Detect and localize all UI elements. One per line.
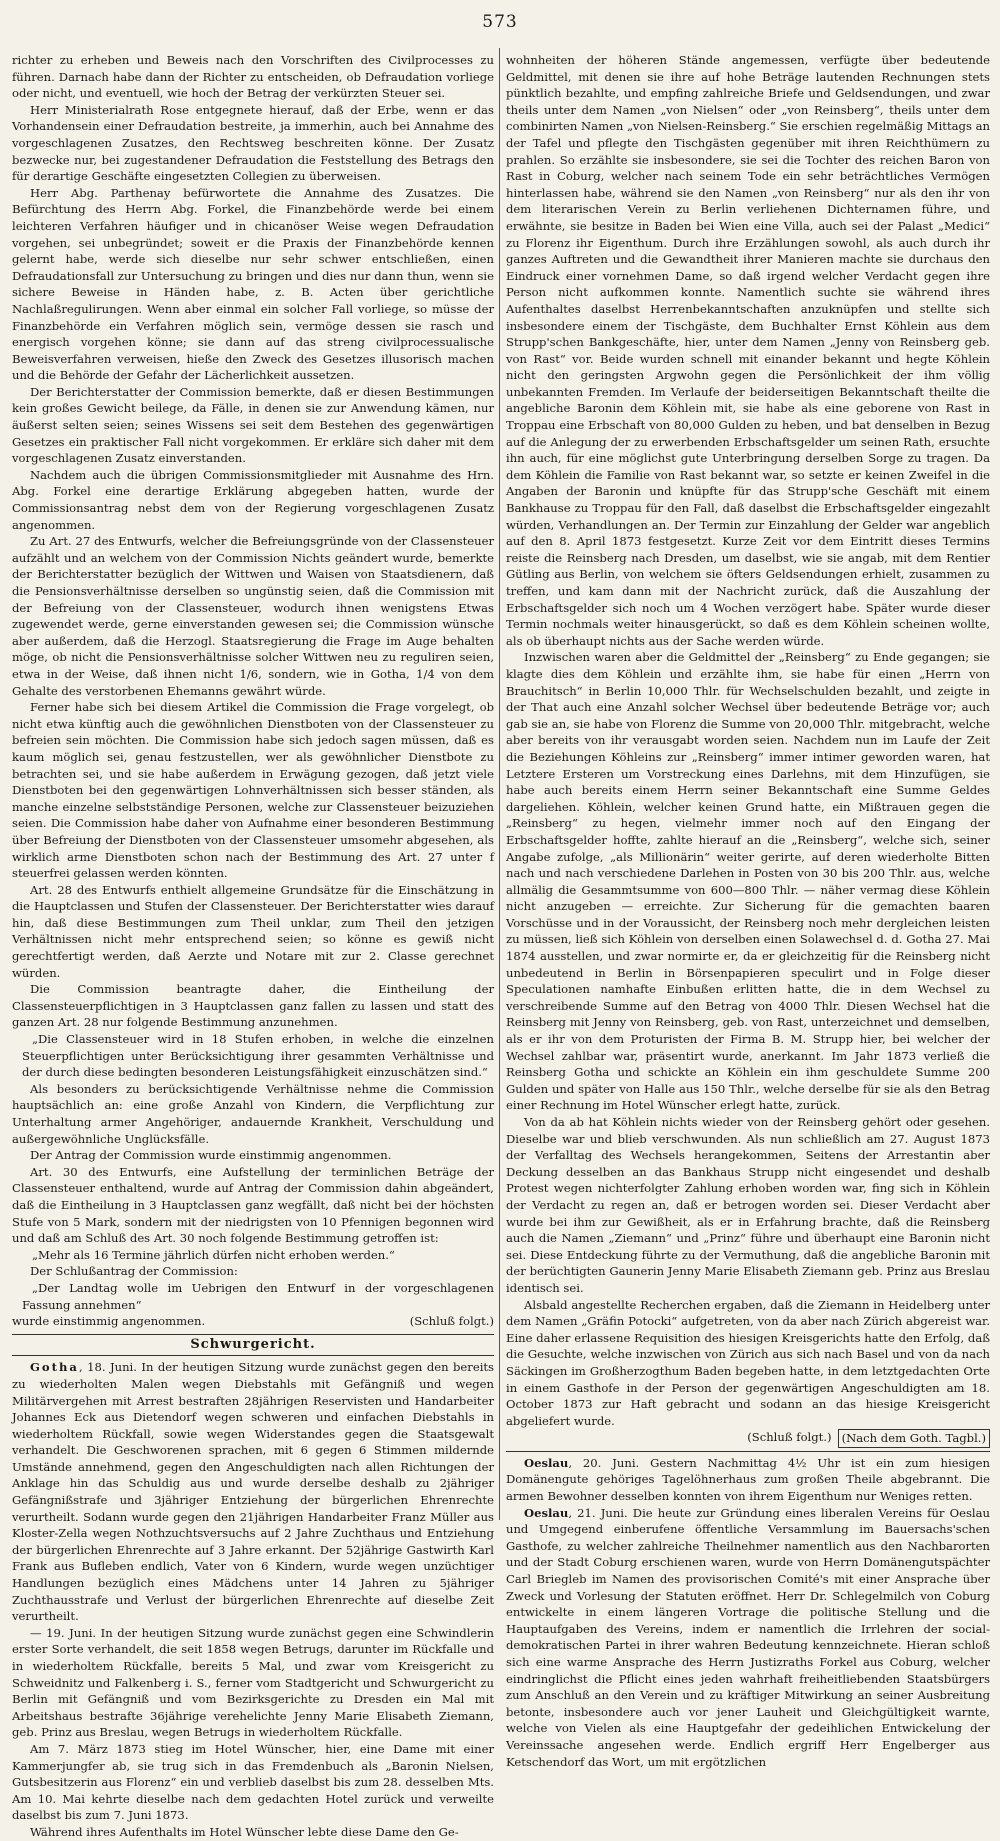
paragraph: — 19. Juni. In der heutigen Sitzung wurde zunächst gegen eine Schwindlerin erster Sorte verhandelt, die seit 1858 wegen Betrugs, darunter im Rückfalle und in wiederholtem Rückfalle, bereits 5 Mal, und zwar vom Kreisgericht zu Schweidnitz und Falkenberg i. S., ferner vom Stadtgericht und Schwurgericht zu Berlin mit Gefängniß und vom Bezirksgerichte zu Dresden ein Mal mit Arbeitshaus bestrafte 36jährige verehelichte Jenny Marie Elisabeth Ziemann, geb. Prinz aus Breslau, wegen Betrugs in wiederholtem Rückfalle. bbox=[12, 1625, 494, 1740]
court-report bbox=[12, 1359, 494, 1625]
quoted-provision: „Die Classensteuer wird in 18 Stufen erhoben, in welche die einzelnen Steuerpflichtigen unter Berücksichtigung ihrer gesammten Verhältnisse und der durch diese bedingten besonderen Leistungsfähigkeit einzuschätzen sind.“ bbox=[22, 1032, 494, 1080]
left-column bbox=[12, 52, 494, 1841]
paragraph: Herr Abg. Parthenay befürwortete die Annahme des Zusatzes. Die Befürchtung des Herrn Abg. Forkel, die Finanzbehörde werde bei einem leichteren Verfahren häufiger und in chicanöser Weise wegen Defraudation vorgehen, sei unbegründet; soweit er die Praxis der Finanzbehörde kennen gelernt habe, werde sich dieselbe nur sehr schwer entschließen, einen Defraudationsfall zur Untersuchung zu bringen und dies nur dann thun, wenn sie sichere Beweise in Händen habe, z. B. Acten über gerichtliche Nachlaßregulirungen. Wenn aber einmal ein solcher Fall vorliege, so müsse der Finanzbehörde ein Verfahren möglich sein, vermöge dessen sie rasch und energisch vorgehen könne; sie dann auf das streng civilprocessualische Beweisverfahren verweisen, hieße den Zweck des Gesetzes illusorisch machen und die Behörde der Gefahr der Lächerlichkeit aussetzen. bbox=[12, 185, 494, 383]
column-divider bbox=[499, 48, 500, 1520]
paragraph: Inzwischen waren aber die Geldmittel der „Reinsberg“ zu Ende gegangen; sie klagte dies dem Köhlein und erzählte ihm, sie habe für einen „Herrn von Brauchitsch“ in Berlin 10,000 Thlr. für Wechselschulden bezahlt, und zeigte in der That auch eine Anzahl solcher Wechsel über bedeutende Beträge vor; auch gab sie an, sie habe von Florenz die Summe von 20,000 Thlr. mitgebracht, welche aber bereits von ihr verausgabt worden seien. Nachdem nun im Laufe der Zeit die Beziehungen Köhleins zur „Reinsberg“ immer intimer geworden waren, hat Letztere Ersteren um Vorstreckung eines Darlehns, mit dem Hinzufügen, sie habe auch bereits einem Herrn seiner Bekanntschaft eine Summe Geldes dargeliehen. Köhlein, welcher keinen Grund hatte, ein Mißtrauen gegen die „Reinsberg“ zu hegen, vielmehr immer noch auf den Eingang der Erbschaftsgelder hoffte, zahlte hierauf an die „Reinsberg“, welche sich, seiner Angabe zufolge, „als Millionärin“ weiter gerirte, auf deren wiederholte Bitten nach und nach verschiedene Darlehen in Posten von 30 bis 200 Thlr. aus, welche allmälig die Gesammtsumme von 600—800 Thlr. — näher vermag diese Köhlein nicht anzugeben — erreichte. Zur Sicherung für die gemachten baaren Vorschüsse und in der Voraussicht, der Reinsberg noch mehr dergleichen leisten zu müssen, ließ sich Köhlein von derselben einen Solawechsel d. d. Gotha 27. Mai 1874 ausstellen, und zwar normirte er, da er gleichzeitig für die Reinsberg nicht unbedeutend in Berlin in Börsenpapieren speculirt und in Folge dieser Speculationen namhafte Einbußen erlitten hatte, die in dem Wechsel zu verschreibende Summe auf den Betrag von 4000 Thlr. Diesen Wechsel hat die Reinsberg mit Jenny von Reinsberg, geb. von Rast, unterzeichnet und demselben, als er ihr von dem Proturisten der Firma B. M. Strupp hier, bei welcher der Wechsel zahlbar war, präsentirt wurde, anerkannt. Im Jahr 1873 verließ die Reinsberg Gotha und schickte an Köhlein ein ihm geschuldete Summe 200 Gulden und später von Halle aus 150 Thlr., welche derselbe für sie als den Betrag einer Rechnung im Hotel Wünscher erlegt hatte, zurück. bbox=[506, 650, 990, 1113]
paragraph: Zu Art. 27 des Entwurfs, welcher die Befreiungsgründe von der Classensteuer aufzählt und an welchem von der Commission Nichts geändert wurde, bemerkte der Berichterstatter bezüglich der Wittwen und Waisen von Staatsdienern, daß die Pensionsverhältnisse derselben so ungünstig seien, daß die Commission mit der Befreiung von der Classensteuer, wodurch ihnen wenigstens Etwas zugewendet werde, gerne einverstanden gewesen sei; die Commission wünsche aber außerdem, daß die Herzogl. Staatsregierung die Frage im Auge behalten möge, ob nicht die Pensionsverhältnisse solcher Wittwen neu zu reguliren seien, etwa in der Weise, daß ihnen nicht 1/6, sondern, wie in Gotha, 1/4 von dem Gehalte des verstorbenen Ehemanns gewährt würde. bbox=[12, 534, 494, 698]
dateline-place: Oeslau bbox=[524, 1455, 569, 1470]
paragraph: wohnheiten der höheren Stände angemessen, verfügte über bedeutende Geldmittel, mit denen sie ihre auf hohe Beträge lautenden Rechnungen stets pünktlich bezahlte, und empfing zahlreiche Briefe und Geldsendungen, und zwar theils unter dem Namen „von Nielsen“ oder „von Reinsberg“, theils unter dem combinirten Namen „von Nielsen-Reinsberg.“ Sie erschien regelmäßig Mittags an der Tafel und pflegte den Tischgästen gegenüber mit ihren Reichthümern zu prahlen. So erzählte sie insbesondere, sie sei die Tochter des reichen Baron von Rast in Coburg, welcher nach seinem Tode ein sehr beträchtliches Vermögen hinterlassen habe, während sie den Namen „von Reinsberg“ nur als den ihr von dem literarischen Verein zu Berlin verliehenen Dichternamen führe, und erwähnte, sie besitze in Baden bei Wien eine Villa, auch sei der Palast „Medici“ zu Florenz ihr Eigenthum. Durch ihre Erzählungen sowohl, als auch durch ihr ganzes Auftreten und die Gewandtheit ihrer Manieren machte sie durchaus den Eindruck einer vornehmen Dame, so daß irgend welcher Verdacht gegen ihre Person nicht aufkommen konnte. Namentlich suchte sie während ihres Aufenthaltes daselbst Herrenbekanntschaften anzuknüpfen und stellte sich insbesondere einem der Tischgäste, dem Buchhalter Ernst Köhlein aus dem Strupp'schen Bankgeschäfte, hier, unter dem Namen „Jenny von Reinsberg geb. von Rast“ vor. Beide wurden schnell mit einander bekannt und hegte Köhlein nicht den geringsten Argwohn gegen die Persönlichkeit der ihm völlig unbekannten Fremden. Im Verlaufe der beiderseitigen Bekanntschaft theilte die angebliche Baronin dem Köhlein mit, sie habe als eine geborene von Rast in Troppau eine Erbschaft von 80,000 Gulden zu heben, und bat denselben in Bezug auf die Anlegung der zu erwerbenden Erbschaftsgelder um seinen Rath, ersuchte ihn auch, für eine möglichst gute Unterbringung derselben Sorge zu tragen. Da dem Köhlein die Familie von Rast bekannt war, so setzte er keinen Zweifel in die Angaben der Baronin und knüpfte für das Strupp'sche Geschäft mit einem Bankhause zu Troppau für den Fall, daß daselbst die Erbschaftsgelder eingezahlt würden, Verhandlungen an. Der Termin zur Einzahlung der Gelder war angeblich auf den 8. April 1873 festgesetzt. Kurze Zeit vor dem Eintritt dieses Termins reiste die Reinsberg nach Dresden, um daselbst, wie sie angab, mit dem Rentier Gütling aus Berlin, von welchem sie öfters Geldsendungen erhielt, zusammen zu treffen, und kam dann mit der Nachricht zurück, daß die Auszahlung der Erbschaftsgelder sich noch um 4 Wochen verzögert habe. Später wurde dieser Termin nochmals weiter hinausgerückt, so daß es dem Köhlein scheinen wollte, als ob überhaupt nichts aus der Sache werden würde. bbox=[506, 53, 990, 648]
divider bbox=[506, 1451, 990, 1452]
quoted-provision: „Der Landtag wolle im Uebrigen den Entwurf in der vorgeschlagenen Fassung annehmen“ bbox=[22, 1280, 494, 1312]
paragraph: Art. 28 des Entwurfs enthielt allgemeine Grundsätze für die Einschätzung in die Hauptclassen und Stufen der Classensteuer. Der Berichterstatter wies darauf hin, daß diese Bestimmungen zum Theil unklar, zum Theil den jetzigen Verhältnissen nicht mehr entsprechend seien; so könne es gewiß nicht gerechtfertigt werden, daß Aerzte und Notare mit zur 2. Classe gerechnet würden. bbox=[12, 882, 494, 980]
source-note: (Nach dem Goth. Tagbl.) bbox=[838, 1429, 990, 1448]
paragraph: Herr Ministerialrath Rose entgegnete hierauf, daß der Erbe, wenn er das Vorhandensein einer Defraudation bestreite, ja immerhin, auch bei Annahme des vorgeschlagenen Zusatzes, den Rechtsweg beschreiten könne. Der Zusatz bezwecke nur, bei zugestandener Defraudation die Feststellung des Betrags den für derartige Geschäfte eingesetzten Collegien zu überweisen. bbox=[12, 102, 494, 184]
news-text: , 21. Juni. Die heute zur Gründung eines liberalen Vereins für Oeslau und Umgegend einberufene öffentliche Versammlung im Bauersachs'schen Gasthofe, zu welcher zahlreiche Theilnehmer namentlich aus den Nachbarorten und der Stadt Coburg erschienen waren, wurde von Herrn Domänengutspächter Carl Briegleb im Namen des provisorischen Comité's mit einer Ansprache über Zweck und Vorlesung der Statuten eröffnet. Herr Dr. Schlegelmilch von Coburg entwickelte in einem längeren Vortrage die politische Stellung und die Hauptaufgaben des Vereins, indem er namentlich die Irrlehren der social-demokratischen Partei in ihrer wahren Bedeutung kennzeichnete. Hieran schloß sich eine warme Ansprache des Herrn Justizraths Forkel aus Coburg, welcher eindringlichst die Pflicht eines jeden wahrhaft freiheitliebenden Staatsbürgers zum Anschluß an den Verein und zu kräftiger Mitwirkung an seiner Ausbreitung betonte, insbesondere auch vor jener Lauheit und Gleichgültigkeit warnte, welche von Vielen als eine Hauptgefahr der gedeihlichen Entwickelung der Vereinssache angesehen werde. Endlich ergriff Herr Engelberger aus Ketschendorf das Wort, um mit ergötzlichen bbox=[506, 1505, 990, 1769]
closing-result: wurde einstimmig angenommen. bbox=[12, 1314, 206, 1329]
news-item bbox=[506, 1505, 990, 1771]
report-text: In der heutigen Sitzung wurde zunächst gegen den bereits zu wiederholten Malen wegen Diebstahls mit Gefängniß und wegen Militärvergehen mit Arrest bestraften 28jährigen Reservisten und Handarbeiter Johannes Eck aus Dietendorf wegen schweren und einfachen Diebstahls in wiederholtem Rückfall, sowie wegen Widerstandes gegen die Staatsgewalt verhandelt. Die Geschworenen sprachen, mit 6 gegen 6 Stimmen mildernde Umstände annehmend, gegen den Angeschuldigten nach allen Richtungen der Anklage hin das Schuldig aus und wurde derselbe deshalb zu 2jähriger Gefängnißstrafe und 3jähriger Entziehung der bürgerlichen Ehrenrechte verurtheilt. Sodann wurde gegen den 21jährigen Handarbeiter Franz Müller aus Kloster-Zella wegen Nothzuchtsversuchs auf 2 Jahre Zuchthaus und Entziehung der bürgerlichen Ehrenrechte auf 3 Jahre erkannt. Der 52jährige Gastwirth Karl Frank aus Bufleben endlich, Vater von 6 Kindern, wurde wegen unzüchtiger Handlungen bezüglich eines Mädchens unter 14 Jahren zu 5jähriger Zuchthausstrafe und Verlust der bürgerlichen Ehrenrechte auf dieselbe Zeit verurtheilt. bbox=[12, 1360, 495, 1624]
continued-tag: (Schluß folgt.) bbox=[747, 1430, 832, 1445]
paragraph: Der Antrag der Commission wurde einstimmig angenommen. bbox=[30, 1148, 392, 1163]
source-line bbox=[506, 1429, 990, 1448]
paragraph: Ferner habe sich bei diesem Artikel die Commission die Frage vorgelegt, ob nicht etwa künftig auch die gewöhnlichen Dienstboten von der Classensteuer zu befreien sein möchten. Die Commission habe sich jedoch sagen müssen, daß es kaum möglich sei, genau festzustellen, wer als gewöhnlicher Dienstbote zu betrachten sei, und sie habe außerdem in Erwägung gezogen, daß jetzt viele Dienstboten bei den gegenwärtigen Lohnverhältnissen sich besser ständen, als manche einzelne selbstständige Personen, welche zur Classensteuer beizuziehen seien. Die Commission habe daher von Aufnahme einer besonderen Bestimmung über Befreiung der Dienstboten von der Classensteuer umsomehr abgesehen, als wirklich arme Dienstboten schon nach der Bestimmung des Art. 27 unter f steuerfrei gelassen werden könnten. bbox=[12, 700, 494, 881]
paragraph: Alsbald angestellte Recherchen ergaben, daß die Ziemann in Heidelberg unter dem Namen „Gräfin Potocki“ aufgetreten, von da aber nach Zürich abgereist war. Eine daher erlassene Requisition des hiesigen Kreisgerichts hatte den Erfolg, daß die Gesuchte, welche inzwischen von Zürich aus sich nach Basel und von da nach Säckingen im Großherzogthum Baden begeben hatte, in dem letztgedachten Orte in einem Gasthofe in der Person der gegenwärtigen Angeschuldigten am 18. October 1873 zur Haft gebracht und sodann an das hiesige Kreisgericht abgeliefert wurde. bbox=[506, 1297, 990, 1428]
paragraph: Art. 30 des Entwurfs, eine Aufstellung der terminlichen Beträge der Classensteuer enthaltend, wurde auf Antrag der Commission dahin abgeändert, daß die Eintheilung in 3 Hauptclassen ganz wegfällt, daß nicht bei der höchsten Stufe von 5 Mark, sondern mit der niedrigsten von 10 Pfennigen begonnen wird und daß am Schluß des Art. 30 noch folgende Bestimmung getroffen ist: bbox=[12, 1164, 494, 1246]
paragraph: Als besonders zu berücksichtigende Verhältnisse nehme die Commission hauptsächlich an: eine große Anzahl von Kindern, die Verpflichtung zur Unterhaltung armer Angehöriger, andauernde Krankheit, Verschuldung und außergewöhnliche Unglücksfälle. bbox=[12, 1081, 494, 1146]
page-number: 573 bbox=[482, 12, 518, 32]
paragraph: Die Commission beantragte daher, die Eintheilung der Classensteuerpflichtigen in 3 Hauptclassen ganz fallen zu lassen und statt des ganzen Art. 28 nur folgende Bestimmung anzunehmen. bbox=[12, 982, 494, 1030]
continued-tag: (Schluß folgt.) bbox=[409, 1314, 494, 1329]
right-column bbox=[506, 52, 990, 1770]
paragraph: Von da ab hat Köhlein nichts wieder von der Reinsberg gehört oder gesehen. Dieselbe war und blieb verschwunden. Als nun schließlich am 27. August 1873 der Verfalltag des Wechsels herangekommen, Seitens der Arrestantin aber Deckung desselben an das Bankhaus Strupp nicht eingesendet und deshalb Protest wegen nichterfolgter Zahlung erhoben worden war, fing sich in Köhlein der Verdacht zu regen an, daß er betrogen worden sei. Dieser Verdacht aber wurde bei ihm zur Gewißheit, als er in Erfahrung brachte, daß die Reinsberg auch die Namen „Ziemann“ und „Prinz“ führe und überhaupt eine Baronin nicht sei. Diese Entdeckung führte zu der Vermuthung, daß die angebliche Baronin mit der berüchtigten Gaunerin Jenny Marie Elisabeth Ziemann geb. Prinz aus Breslau identisch sei. bbox=[506, 1115, 990, 1295]
paragraph: Der Schlußantrag der Commission: bbox=[30, 1264, 238, 1279]
paragraph: Während ihres Aufenthalts im Hotel Wünscher lebte diese Dame den Ge- bbox=[30, 1824, 459, 1839]
news-text: , 20. Juni. Gestern Nachmittag 4½ Uhr ist ein zum hiesigen Domänengute gehöriges Tagelöhnerhaus zum großen Theile abgebrannt. Die armen Bewohner desselben konnten von ihrem Eigenthum nur Weniges retten. bbox=[506, 1455, 990, 1504]
paragraph: richter zu erheben und Beweis nach den Vorschriften des Civilprocesses zu führen. Darnach habe dann der Richter zu entscheiden, ob Defraudation vorliege oder nicht, und eventuell, wie hoch der Betrag der verkürzten Steuer sei. bbox=[12, 53, 494, 101]
paragraph: Am 7. März 1873 stieg im Hotel Wünscher, hier, eine Dame mit einer Kammerjungfer ab, sie trug sich in das Fremdenbuch als „Baronin Nielsen, Gutsbesitzerin aus Florenz“ ein und verblieb daselbst bis zum 28. desselben Mts. Am 10. Mai kehrte dieselbe nach dem gedachten Hotel zurück und verweilte daselbst bis zum 7. Juni 1873. bbox=[12, 1741, 494, 1823]
quoted-provision: „Mehr als 16 Termine jährlich dürfen nicht erhoben werden.“ bbox=[32, 1247, 395, 1262]
dateline-place: Oeslau bbox=[524, 1505, 569, 1520]
dateline-place: Gotha bbox=[30, 1360, 79, 1375]
paragraph: Nachdem auch die übrigen Commissionsmitglieder mit Ausnahme des Hrn. Abg. Forkel eine derartige Erklärung abgegeben hatten, wurde der Commissionsantrag nebst dem von der Regierung vorgeschlagenen Zusatz angenommen. bbox=[12, 467, 494, 532]
closing-line bbox=[12, 1313, 494, 1330]
paragraph: Der Berichterstatter der Commission bemerkte, daß er diesen Bestimmungen kein großes Gewicht beilege, da Fälle, in denen sie zur Anwendung kämen, nur äußerst selten seien; seines Wissens sei seit dem Bestehen des gegenwärtigen Gesetzes ein praktischer Fall nicht vorgekommen. Er erkläre sich daher mit dem vorgeschlagenen Zusatz einverstanden. bbox=[12, 384, 494, 466]
news-item bbox=[506, 1455, 990, 1505]
section-heading: Schwurgericht. bbox=[12, 1334, 494, 1357]
dateline-date: , 18. Juni. bbox=[78, 1360, 137, 1375]
